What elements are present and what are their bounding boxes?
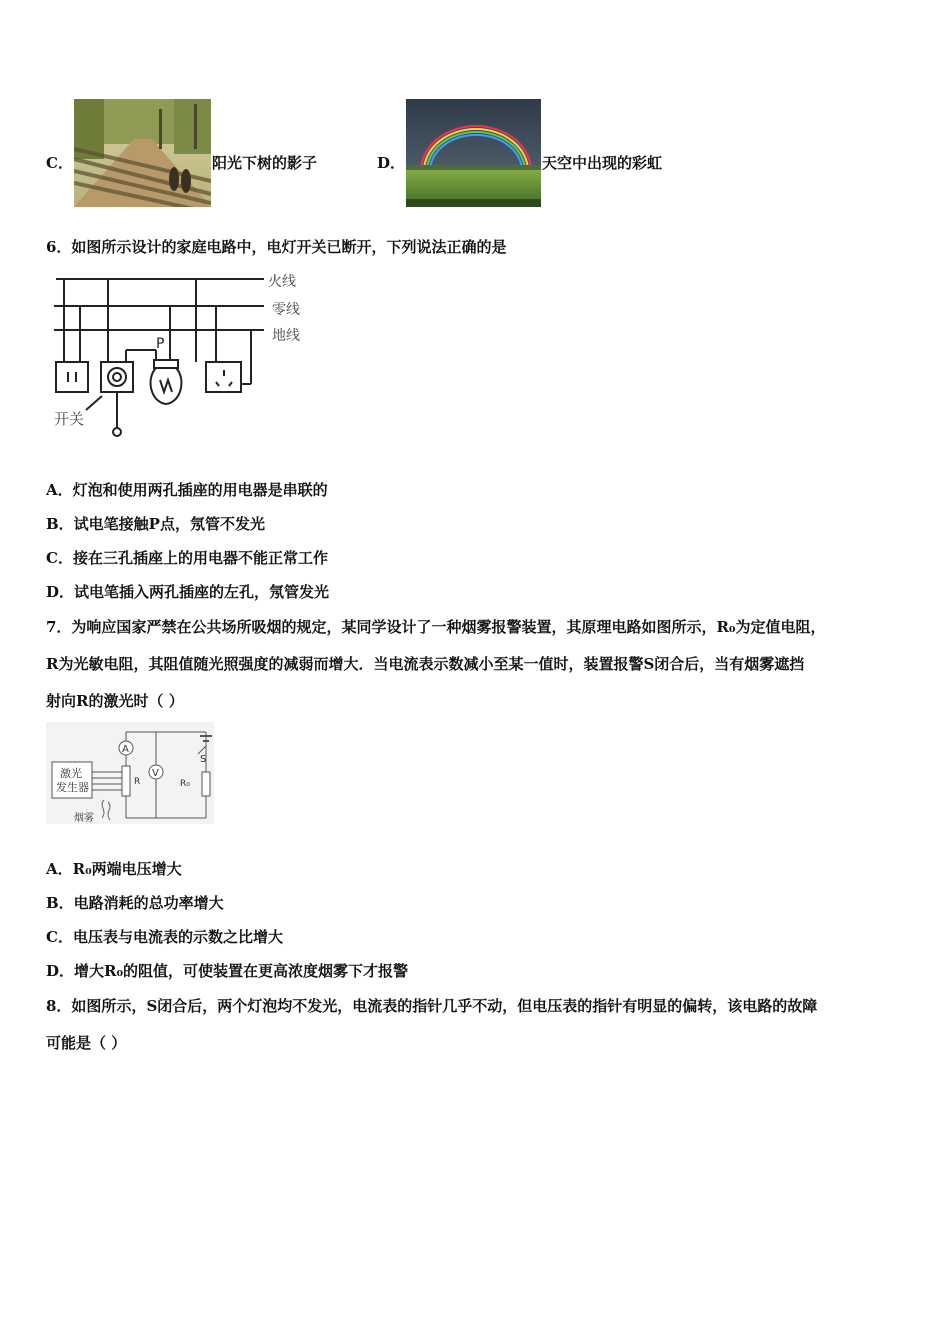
resistor-r0-label: R₀	[180, 779, 190, 789]
q7-option-d: D．增大R₀的阻值，可使装置在更高浓度烟雾下才报警	[46, 962, 409, 980]
switch-s-label: S	[200, 754, 207, 765]
neutral-wire-label: 零线	[272, 302, 300, 318]
option-d-text: 天空中出现的彩虹	[542, 154, 663, 172]
smoke-label: 烟雾	[74, 813, 94, 824]
laser-label-line-1: 激光	[60, 767, 82, 780]
question-8-line-1: 8．如图所示，S闭合后，两个灯泡均不发光，电流表的指针几乎不动，但电压表的指针有明显的偏转，该电路的故障	[46, 997, 818, 1015]
question-6-stem: 6．如图所示设计的家庭电路中，电灯开关已断开，下列说法正确的是	[46, 238, 507, 256]
laser-label-line-2: 发生器	[56, 781, 89, 794]
ammeter-label: A	[122, 744, 129, 755]
option-d-letter: D．	[377, 154, 406, 172]
q6-option-d: D．试电笔插入两孔插座的左孔，氖管发光	[46, 583, 330, 601]
q7-option-b: B．电路消耗的总功率增大	[46, 894, 224, 912]
question-8-line-2: 可能是（ ）	[46, 1034, 127, 1052]
question-7-line-2: R为光敏电阻，其阻值随光照强度的减弱而增大．当电流表示数减小至某一值时，装置报警S闭合后，当有烟雾遮挡	[46, 655, 805, 673]
q6-option-a: A．灯泡和使用两孔插座的用电器是串联的	[46, 481, 328, 499]
question-7-line-3: 射向R的激光时（ ）	[46, 692, 184, 710]
question-7-line-1: 7．为响应国家严禁在公共场所吸烟的规定，某同学设计了一种烟雾报警装置，其原理电路如图所示，R₀为定值电阻，	[46, 618, 826, 636]
resistor-r-label: R	[134, 777, 141, 787]
option-c-text: 阳光下树的影子	[212, 154, 318, 172]
live-wire-label: 火线	[268, 274, 296, 290]
point-p-label: P	[156, 336, 165, 352]
ground-wire-label: 地线	[272, 328, 300, 344]
switch-label: 开关	[54, 410, 85, 428]
q7-option-c: C．电压表与电流表的示数之比增大	[46, 928, 283, 946]
smoke-alarm-circuit-figure	[46, 722, 214, 824]
rainbow-photo	[406, 99, 541, 207]
q7-option-a: A．R₀两端电压增大	[46, 860, 182, 878]
household-circuit-figure	[46, 268, 316, 444]
voltmeter-label: V	[152, 768, 159, 779]
option-c-letter: C．	[46, 154, 73, 172]
q6-option-b: B．试电笔接触P点，氖管不发光	[46, 515, 265, 533]
q6-option-c: C．接在三孔插座上的用电器不能正常工作	[46, 549, 328, 567]
tree-shadow-photo	[74, 99, 211, 207]
